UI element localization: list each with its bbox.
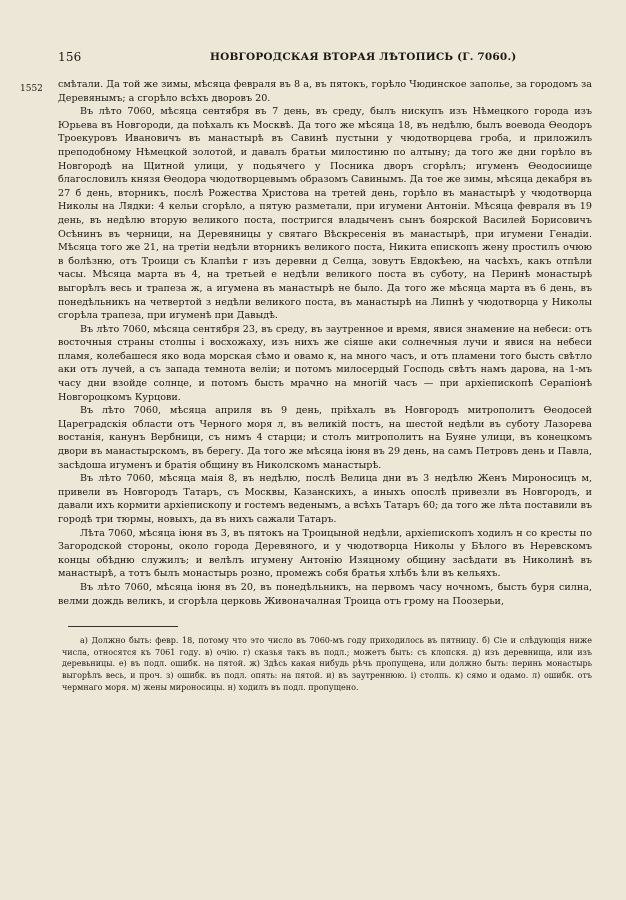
- margin-year: 1552: [20, 84, 43, 94]
- paragraph: Въ лѣто 7060, мѣсяца сентября въ 7 день, въ среду, былъ нискупъ изъ Нѣмецкого города изъ Юрьева въ Новгороди, да поѣхалъ къ Москвѣ. Да того же мѣсяца 18, въ недѣлю, былъ воевода Ѳеодоръ Троекуровъ Ивановичъ въ манастырѣ въ Савинѣ пустыни у чюдотворцева гроба, и приложилъ преподобному Нѣмецкой золотой, и давалъ братьи милостиню по алтыну; да того же дни горѣло въ Новгородѣ на Щитной улици, у подьячего у Посника дворъ сгорѣлъ; игуменъ Ѳеодосиище благословилъ князя Ѳеодора чюдотворцевымъ образомъ Савинымъ. Да тое же зимы, мѣсяца декабря въ 27 б день, вторникъ, послѣ Рожества Христова на третей день, горѣло въ манастырѣ у чюдотворца Николы на Лядки: 4 кельи сгорѣло, а пятую разметали, при игумени Антоніи. Мѣсяца февраля въ 19 день, въ недѣлю вторую великого поста, постригся владыченъ сынъ боярской Василей Борисовичъ Осѣнинъ въ черници, на Деревяницы у святаго Вѣскресенія въ манастырѣ, при игумени Генадіи. Мѣсяца того же 21, на третіи недѣли вторникъ великого поста, Никита епископъ жену простилъ очюю в болѣзню, отъ Троици съ Клапѣи г изъ деревни д Селца, зовутъ Евдокѣею, на часѣхъ, какъ отпѣли часы. Мѣсяца марта въ 4, на третьей е недѣли великого поста въ суботу, на Перинѣ монастырѣ выгорѣлъ весь и трапеза ж, а игумена въ манастырѣ не было. Да того же мѣсяца марта въ 6 день, въ понедѣльникъ на четвертой з недѣли великого поста, въ манастырѣ на Липнѣ у чюдотворца у Николы сгорѣла трапеза, при игуменѣ при Давыдѣ.: [58, 106, 592, 322]
- footnote-rule: [68, 626, 178, 627]
- paragraph: Въ лѣто 7060, мѣсяца маія 8, въ недѣлю, послѣ Велица дни въ 3 недѣлю Женъ Мироносицъ м, привели въ Новгородъ Татаръ, съ Москвы, Казанскихъ, а иныхъ опослѣ привезли въ Новгородъ, и давали ихъ кормити архіепископу и гостемъ веденымъ, а всѣхъ Татаръ 60; да того же лѣта поставили въ городѣ три тюрмы, новыхъ, да въ нихъ сажали Татаръ.: [58, 473, 592, 525]
- chronicle-text: [58, 78, 592, 608]
- paragraph: Въ лѣто 7060, мѣсяца априля въ 9 день, пріѣхалъ въ Новгородъ митрополитъ Ѳеодосей Цареградскія области отъ Черного моря л, въ великій постъ, на шестой недѣли въ суботу Лазорева востанія, канунъ Вербници, съ нимъ 4 старци; и столъ митрополитъ на Буяне улици, въ конецкомъ двори въ манастырскомъ, въ берегу. Да того же мѣсяца іюня въ 29 день, на самъ Петровъ день и Павла, засѣдоша игуменъ и братія общину въ Николскомъ манастырѣ.: [58, 405, 592, 471]
- footnote-text: а) Должно быть: февр. 18, потому что это число въ 7060-мъ году приходилось въ пятницу. б) Сіе и слѣдующія ниже числа, относятся къ 7061 году. в) очію. г) сказья такъ въ подл.; можетъ быть: съ клопскя. д) изъ деревнища, или изъ деревьницы. е) въ подл. ошибк. на пятой. ж) Здѣсь какая нибудь рѣчь пропущена, или должно быть: перинь монастырь выгорѣлъ весь, и проч. з) ошибк. въ подл. опять: на пятой. и) въ заутреннюю. і) столпь. к) сямо и одамо. л) ошибк. отъ чермнаго моря. м) жены мироносицы. н) ходилъ въ подл. пропущено.: [62, 636, 592, 692]
- paragraph: смѣтали. Да той же зимы, мѣсяца февраля въ 8 а, въ пятокъ, горѣло Чюдинское заполье, за городомъ за Деревянымъ; а сгорѣло всѣхъ дворовъ 20.: [58, 79, 592, 104]
- footnotes: [58, 635, 592, 693]
- paragraph: Въ лѣто 7060, мѣсяца іюня въ 20, въ понедѣльникъ, на первомъ часу ночномъ, бысть буря силна, велми дождь великъ, и сгорѣла церковь Живоначалная Троица отъ грому на Поозерьи,: [58, 581, 592, 607]
- paragraph: Лѣта 7060, мѣсяца іюня въ 3, въ пятокъ на Троицыной недѣли, архіепископъ ходилъ н со кресты по Загородской стороны, около города Деревяного, и у чюдотворца Николы у Бѣлого въ Неревскомъ концы обѣдню служилъ; и велѣлъ игумену Антонію Изяцному общину засѣдати въ Николинѣ въ манастырѣ, а тотъ былъ монастырь розно, промежъ собя братья хлѣбъ ѣли въ кельяхъ.: [58, 527, 592, 580]
- page-number: 156: [58, 50, 82, 64]
- paragraph: Въ лѣто 7060, мѣсяца сентября 23, въ среду, въ заутренное и время, явися знамение на небеси: отъ восточныя страны столпы і восхожаху, изъ нихъ же сіяше аки солнечныя лучи и явися на небеси пламя, колебашеся яко вода морская сѣмо и овамо к, на много часъ, и отъ пламени того бысть свѣтло аки отъ лучей, а съ запада темнота веліи; и потомъ милосердый Господь свѣтъ намъ дарова, на 1-мъ часу дни взойде солнце, и потомъ бысть мрачно на многій часъ — при архіепископѣ Серапіонѣ Новгороцкомъ Курцови.: [58, 323, 592, 403]
- running-title: НОВГОРОДСКАЯ ВТОРАЯ ЛѢТОПИСЬ (Г. 7060.): [210, 51, 517, 63]
- page-header: [58, 50, 592, 68]
